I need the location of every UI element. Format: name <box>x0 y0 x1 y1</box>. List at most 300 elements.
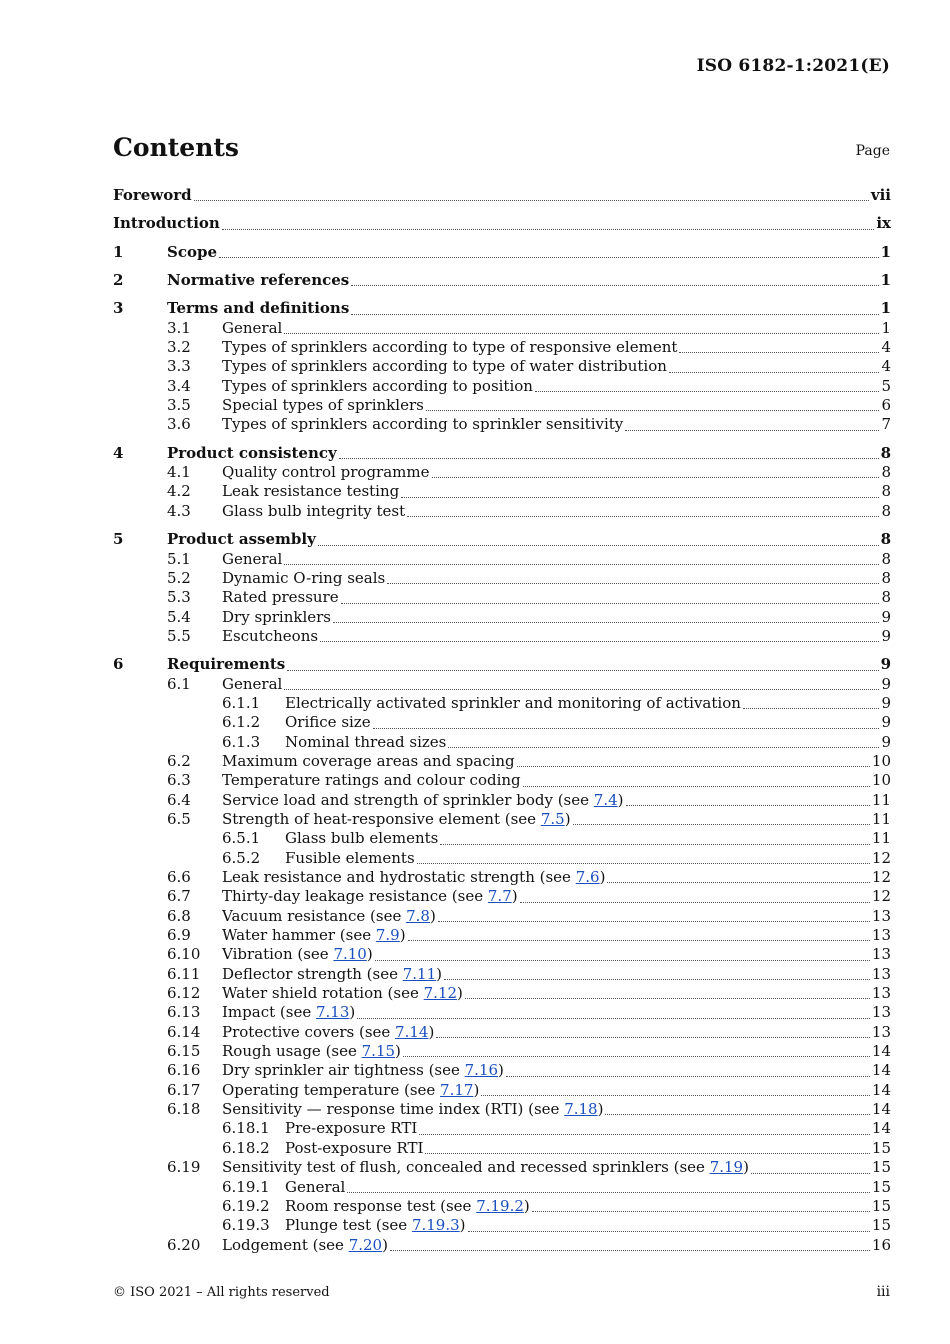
dot-leader <box>532 1211 870 1212</box>
toc-entry-title-text: Glass bulb integrity test <box>222 501 406 520</box>
toc-entry-page: 12 <box>871 868 891 886</box>
toc-entry-title-text: Water hammer (see <box>222 926 376 945</box>
toc-entry-page: 8 <box>881 568 891 587</box>
toc-entry-page: 1 <box>880 299 891 318</box>
toc-entry-title <box>222 463 430 482</box>
toc-entry[interactable] <box>113 810 891 829</box>
toc-entry-page: 8 <box>881 463 891 482</box>
toc-entry[interactable] <box>113 965 891 984</box>
toc-entry-number: 3.2 <box>167 338 191 357</box>
dot-leader <box>440 844 870 845</box>
toc-entry-page: 8 <box>881 482 891 501</box>
toc-entry-number: 6.20 <box>167 1235 201 1254</box>
toc-entry-title-text: Service load and strength of sprinkler body (see <box>222 790 594 809</box>
toc-entry-title-text: Types of sprinklers according to sprinkler sensitivity <box>222 415 624 434</box>
toc-entry[interactable] <box>113 502 891 521</box>
toc-entry-number: 4.2 <box>167 482 191 501</box>
toc-entry-number: 6.15 <box>167 1042 201 1061</box>
toc-entry-title-suffix: ) <box>599 868 606 886</box>
toc-entry[interactable] <box>113 627 891 646</box>
toc-entry-title <box>222 1081 479 1100</box>
toc-entry[interactable] <box>113 444 891 463</box>
toc-entry[interactable] <box>113 1216 891 1235</box>
toc-entry[interactable] <box>113 868 891 887</box>
toc-entry[interactable] <box>113 482 891 501</box>
toc-entry-page: 9 <box>881 626 891 645</box>
toc-entry[interactable] <box>113 1100 891 1119</box>
footer-page-number: iii <box>876 1284 890 1300</box>
toc-entry-page: 8 <box>881 549 891 568</box>
toc-entry-number: 3 <box>113 299 124 318</box>
toc-entry-number: 2 <box>113 271 124 290</box>
toc-entry-title <box>113 186 192 205</box>
toc-entry-title <box>222 675 282 694</box>
toc-entry[interactable] <box>113 675 891 694</box>
toc-entry[interactable] <box>113 186 891 205</box>
toc-entry-page: 13 <box>871 906 891 925</box>
toc-entry-number: 6.8 <box>167 906 191 925</box>
toc-entry-number: 3.6 <box>167 415 191 434</box>
toc-entry-number: 6.2 <box>167 751 191 770</box>
toc-entry[interactable] <box>113 299 891 318</box>
toc-entry-title-text: Temperature ratings and colour coding <box>222 771 521 790</box>
dot-leader <box>465 998 870 999</box>
toc-entry[interactable] <box>113 1061 891 1080</box>
toc-entry-page: 11 <box>871 809 891 828</box>
toc-entry[interactable] <box>113 733 891 752</box>
toc-entry-page: 1 <box>880 271 891 290</box>
toc-entry-title <box>222 1236 388 1255</box>
toc-entry-title <box>222 752 515 771</box>
toc-entry-page: 13 <box>871 984 891 1003</box>
toc-entry-page: 1 <box>880 242 891 261</box>
toc-entry-title <box>222 1003 355 1022</box>
toc-entry-title-text: Sensitivity — response time index (RTI) (see <box>222 1100 565 1119</box>
toc-entry[interactable] <box>113 588 891 607</box>
toc-entry-title <box>222 868 605 887</box>
toc-entry-title <box>285 713 371 732</box>
toc-entry[interactable] <box>113 271 891 290</box>
toc-entry-page: 7 <box>881 415 891 434</box>
dot-leader <box>481 1095 870 1096</box>
toc-entry-page: 8 <box>881 501 891 520</box>
toc-entry[interactable] <box>113 396 891 415</box>
toc-entry-page: 11 <box>871 790 891 809</box>
toc-entry-title-text: Fusible elements <box>285 848 415 867</box>
toc-entry-number: 6.19.3 <box>222 1216 270 1235</box>
toc-entry-title-text: Rough usage (see <box>222 1042 362 1061</box>
toc-entry-page: 13 <box>871 964 891 983</box>
dot-leader <box>401 497 879 498</box>
dot-leader <box>425 1153 869 1154</box>
toc-entry-number: 6.13 <box>167 1003 201 1022</box>
dot-leader <box>448 747 879 748</box>
toc-entry-number: 6.12 <box>167 984 201 1003</box>
cross-reference-link[interactable]: 7.20 <box>348 1235 383 1254</box>
toc-entry-page: 15 <box>871 1216 891 1235</box>
toc-entry-page: 15 <box>871 1177 891 1196</box>
toc-entry-title-text: Thirty-day leakage resistance (see <box>222 887 488 906</box>
toc-entry-title-text: Glass bulb elements <box>285 829 439 848</box>
dot-leader <box>417 863 870 864</box>
dot-leader <box>357 1018 870 1019</box>
toc-entry-number: 3.1 <box>167 318 191 337</box>
toc-entry-title <box>222 887 518 906</box>
toc-entry-page: 8 <box>880 530 891 549</box>
toc-entry-number: 6.16 <box>167 1061 201 1080</box>
toc-entry-title <box>222 415 623 434</box>
toc-entry-title <box>167 655 285 674</box>
toc-entry-title-suffix: ) <box>498 1061 504 1080</box>
dot-leader <box>284 689 879 690</box>
dot-leader <box>339 458 879 459</box>
dot-leader <box>287 670 878 671</box>
toc-entry-number: 6.9 <box>167 926 191 945</box>
toc-entry-title <box>222 1023 434 1042</box>
dot-leader <box>743 708 880 709</box>
dot-leader <box>426 410 880 411</box>
toc-entry[interactable] <box>113 887 891 906</box>
toc-entry-title <box>222 984 463 1003</box>
toc-entry-title <box>222 945 373 964</box>
toc-entry-title-text: Maximum coverage areas and spacing <box>222 751 515 770</box>
toc-entry[interactable] <box>113 243 891 262</box>
toc-entry[interactable] <box>113 694 891 713</box>
toc-entry-page: 8 <box>881 588 891 607</box>
toc-entry-number: 5.5 <box>167 626 191 645</box>
toc-entry-page: 12 <box>871 848 891 867</box>
toc-entry-number: 6.14 <box>167 1022 201 1041</box>
toc-entry-title-text: Leak resistance testing <box>222 482 400 501</box>
toc-entry-title <box>222 791 624 810</box>
dot-leader <box>605 1114 869 1115</box>
toc-entry-page: 9 <box>880 655 891 674</box>
toc-entry-page: 12 <box>871 887 891 906</box>
toc-entry-title-text: Operating temperature (see <box>222 1080 441 1099</box>
toc-entry-title <box>222 1158 749 1177</box>
dot-leader <box>351 285 878 286</box>
toc-entry-number: 6.18.1 <box>222 1119 270 1138</box>
toc-entry-title-text: Electrically activated sprinkler and monitoring of activation <box>285 693 741 712</box>
toc-entry-title-suffix: ) <box>597 1100 604 1119</box>
cross-reference-link[interactable]: 7.11 <box>402 964 437 983</box>
toc-entry-title-suffix: ) <box>428 1022 435 1041</box>
toc-entry-number: 4.3 <box>167 501 191 520</box>
dot-leader <box>194 200 869 201</box>
toc-entry-title-text: Normative references <box>167 271 350 290</box>
toc-entry-number: 3.3 <box>167 357 191 376</box>
toc-entry-page: 15 <box>871 1196 891 1215</box>
toc-entry-page: 1 <box>881 318 891 337</box>
toc-entry-number: 6.11 <box>167 964 201 983</box>
dot-leader <box>517 766 870 767</box>
dot-leader <box>222 229 875 230</box>
toc-entry[interactable] <box>113 530 891 549</box>
dot-leader <box>626 805 870 806</box>
dot-leader <box>607 882 869 883</box>
dot-leader <box>373 728 880 729</box>
toc-entry[interactable] <box>113 1003 891 1022</box>
toc-entry-number: 5 <box>113 530 124 549</box>
cross-reference-link[interactable]: 7.16 <box>464 1061 499 1080</box>
cross-reference-link[interactable]: 7.13 <box>315 1003 350 1022</box>
toc-entry[interactable] <box>113 713 891 732</box>
toc-entry[interactable] <box>113 655 891 674</box>
toc-entry-title <box>222 396 424 415</box>
toc-entry-number: 4 <box>113 443 124 462</box>
toc-entry[interactable] <box>113 1197 891 1216</box>
toc-entry[interactable] <box>113 1081 891 1100</box>
toc-entry-title-text: Types of sprinklers according to type of water distribution <box>222 357 667 376</box>
toc-entry[interactable] <box>113 377 891 396</box>
toc-entry[interactable] <box>113 608 891 627</box>
toc-entry-page: 14 <box>871 1042 891 1061</box>
dot-leader <box>523 786 870 787</box>
toc-entry-title <box>285 1216 466 1235</box>
dot-leader <box>390 1250 870 1251</box>
toc-entry-number: 6.5.1 <box>222 829 261 848</box>
toc-entry-page: 15 <box>871 1158 891 1177</box>
toc-entry-title-text: Special types of sprinklers <box>222 396 424 415</box>
toc-entry[interactable] <box>113 791 891 810</box>
toc-entry[interactable] <box>113 926 891 945</box>
toc-entry-number: 3.5 <box>167 396 191 415</box>
toc-entry[interactable] <box>113 1139 891 1158</box>
toc-entry-title <box>222 588 339 607</box>
toc-entry-title-text: Nominal thread sizes <box>285 732 447 751</box>
toc-entry-title-text: Scope <box>167 242 218 261</box>
dot-leader <box>419 1134 870 1135</box>
toc-entry[interactable] <box>113 829 891 848</box>
toc-entry[interactable] <box>113 550 891 569</box>
toc-entry-title-text: Leak resistance and hydrostatic strength (see <box>222 868 576 886</box>
dot-leader <box>751 1173 870 1174</box>
toc-entry-page: 5 <box>881 376 891 395</box>
dot-leader <box>432 477 880 478</box>
toc-entry-number: 3.4 <box>167 376 191 395</box>
toc-entry-title-suffix: ) <box>617 790 624 809</box>
toc-entry-number: 6.3 <box>167 771 191 790</box>
toc-entry-number: 6.1 <box>167 674 191 693</box>
toc-entry-title-suffix: ) <box>457 984 463 1003</box>
cross-reference-link[interactable]: 7.17 <box>440 1080 474 1099</box>
toc-entry[interactable] <box>113 771 891 790</box>
toc-entry-title <box>285 1139 423 1158</box>
cross-reference-link[interactable]: 7.12 <box>423 984 458 1003</box>
toc-entry-page: 14 <box>871 1061 891 1080</box>
toc-entry-title <box>222 771 521 790</box>
toc-entry-number: 1 <box>113 242 124 261</box>
toc-entry-number: 6 <box>113 655 124 674</box>
toc-entry-title-text: Vacuum resistance (see <box>222 906 407 925</box>
toc-entry-number: 5.4 <box>167 607 191 626</box>
toc-entry-title-suffix: ) <box>511 887 518 906</box>
toc-entry-title <box>222 357 667 376</box>
toc-entry-page: 9 <box>881 713 891 732</box>
toc-entry-title-text: Dry sprinkler air tightness (see <box>222 1061 465 1080</box>
dot-leader <box>468 1231 870 1232</box>
toc-entry-page: 14 <box>871 1100 891 1119</box>
toc-entry-title-suffix: ) <box>429 906 436 925</box>
toc-entry-title <box>113 214 220 233</box>
cross-reference-link[interactable]: 7.19.3 <box>411 1216 460 1235</box>
dot-leader <box>506 1076 870 1077</box>
toc-entry-title <box>222 810 571 829</box>
toc-entry-title-suffix: ) <box>436 964 443 983</box>
toc-entry-title-suffix: ) <box>523 1196 530 1215</box>
toc-entry-title-suffix: ) <box>395 1042 401 1061</box>
dot-leader <box>520 902 870 903</box>
cross-reference-link[interactable]: 7.4 <box>593 790 618 809</box>
toc-entry-title-text: Water shield rotation (see <box>222 984 424 1003</box>
toc-entry-title <box>167 243 217 262</box>
toc-entry-page: 13 <box>871 1003 891 1022</box>
toc-entry-title-suffix: ) <box>382 1235 388 1254</box>
toc-entry[interactable] <box>113 1236 891 1255</box>
toc-entry-title <box>222 627 318 646</box>
toc-entry-title-text: Rated pressure <box>222 588 339 607</box>
toc-entry-title-suffix: ) <box>366 945 373 964</box>
toc-entry-page: 9 <box>881 674 891 693</box>
toc-entry-number: 6.10 <box>167 945 201 964</box>
dot-leader <box>320 641 879 642</box>
toc-entry-page: 9 <box>881 607 891 626</box>
toc-entry-page: 13 <box>871 926 891 945</box>
dot-leader <box>407 516 879 517</box>
cross-reference-link[interactable]: 7.14 <box>395 1022 429 1041</box>
dot-leader <box>341 603 880 604</box>
toc-entry-title-text: Orifice size <box>285 713 371 732</box>
toc-entry[interactable] <box>113 849 891 868</box>
dot-leader <box>219 257 879 258</box>
toc-entry-page: 16 <box>871 1235 891 1254</box>
toc-entry-page: 6 <box>881 396 891 415</box>
footer-copyright: © ISO 2021 – All rights reserved <box>113 1285 330 1300</box>
toc-entry-title-text: Sensitivity test of flush, concealed and recessed sprinklers (see <box>222 1158 710 1177</box>
toc-entry-title-text: Escutcheons <box>222 626 319 645</box>
toc-entry-page: 13 <box>871 1022 891 1041</box>
toc-entry-title <box>222 569 385 588</box>
toc-entry-page: 9 <box>881 732 891 751</box>
toc-entry-title <box>167 444 337 463</box>
toc-entry-page: 13 <box>871 945 891 964</box>
toc-entry[interactable] <box>113 1178 891 1197</box>
cross-reference-link[interactable]: 7.6 <box>575 868 600 886</box>
toc-entry-number: 6.7 <box>167 887 191 906</box>
toc-entry-number: 6.5 <box>167 809 191 828</box>
toc-entry[interactable] <box>113 907 891 926</box>
cross-reference-link[interactable]: 7.18 <box>564 1100 598 1119</box>
cross-reference-link[interactable]: 7.19 <box>709 1158 744 1177</box>
toc-entry[interactable] <box>113 1158 891 1177</box>
cross-reference-link[interactable]: 7.8 <box>406 906 430 925</box>
toc-entry-number: 6.17 <box>167 1080 201 1099</box>
toc-entry-page: 9 <box>881 693 891 712</box>
dot-leader <box>375 960 870 961</box>
toc-entry-title-suffix: ) <box>459 1216 466 1235</box>
cross-reference-link[interactable]: 7.10 <box>333 945 367 964</box>
toc-entry-title-text: Protective covers (see <box>222 1022 396 1041</box>
dot-leader <box>625 430 879 431</box>
dot-leader <box>351 314 878 315</box>
toc-entry-title-text: General <box>222 318 283 337</box>
toc-entry-title-text: Types of sprinklers according to type of responsive element <box>222 338 678 357</box>
toc-entry-title-text: Deflector strength (see <box>222 964 403 983</box>
dot-leader <box>403 1056 870 1057</box>
toc-entry-number: 5.2 <box>167 568 191 587</box>
toc-entry-number: 6.6 <box>167 868 191 886</box>
toc-entry-title <box>285 829 438 848</box>
cross-reference-link[interactable]: 7.15 <box>361 1042 396 1061</box>
dot-leader <box>333 622 879 623</box>
toc-entry-title-suffix: ) <box>399 926 406 945</box>
toc-entry-title <box>285 1178 345 1197</box>
toc-entry-title <box>222 907 436 926</box>
toc-entry-title <box>167 530 316 549</box>
cross-reference-link[interactable]: 7.5 <box>540 809 565 828</box>
toc-entry[interactable] <box>113 319 891 338</box>
toc-entry-number: 6.19 <box>167 1158 201 1177</box>
toc-entry[interactable] <box>113 1023 891 1042</box>
cross-reference-link[interactable]: 7.19.2 <box>476 1196 524 1215</box>
cross-reference-link[interactable]: 7.7 <box>487 887 512 906</box>
cross-reference-link[interactable]: 7.9 <box>375 926 400 945</box>
toc-entry-number: 6.1.2 <box>222 713 261 732</box>
toc-entry-page: 14 <box>871 1080 891 1099</box>
toc-entry[interactable] <box>113 415 891 434</box>
toc-entry[interactable] <box>113 214 891 233</box>
toc-entry[interactable] <box>113 1042 891 1061</box>
toc-entry-title-text: Product consistency <box>167 443 337 462</box>
toc-entry-title-text: General <box>222 549 283 568</box>
toc-entry-number: 6.18.2 <box>222 1138 270 1157</box>
toc-entry-page: 10 <box>871 751 891 770</box>
toc-entry-number: 6.19.1 <box>222 1177 270 1196</box>
toc-entry-title-text: Dry sprinklers <box>222 607 331 626</box>
toc-entry-title <box>222 965 442 984</box>
toc-entry-title <box>222 608 331 627</box>
toc-entry-title-text: Plunge test (see <box>285 1216 412 1235</box>
dot-leader <box>679 352 879 353</box>
toc-entry[interactable] <box>113 984 891 1003</box>
toc-entry[interactable] <box>113 357 891 376</box>
toc-entry-title-suffix: ) <box>564 809 571 828</box>
toc-entry-title <box>222 482 399 501</box>
toc-entry[interactable] <box>113 463 891 482</box>
toc-entry-title <box>222 1042 401 1061</box>
toc-entry-title-text: Impact (see <box>222 1003 316 1022</box>
toc-entry-page: 15 <box>871 1138 891 1157</box>
dot-leader <box>573 824 870 825</box>
toc-entry-title-text: Pre-exposure RTI <box>285 1119 418 1138</box>
toc-entry[interactable] <box>113 338 891 357</box>
toc-entry[interactable] <box>113 752 891 771</box>
toc-entry-title <box>285 733 446 752</box>
toc-entry-title-text: General <box>222 674 283 693</box>
toc-entry[interactable] <box>113 945 891 964</box>
toc-entry-title <box>222 377 533 396</box>
toc-entry-title-text: Requirements <box>167 655 286 674</box>
toc-entry-title-text: Foreword <box>113 186 192 204</box>
dot-leader <box>408 940 870 941</box>
toc-entry-title-suffix: ) <box>743 1158 749 1177</box>
table-of-contents <box>113 186 891 1255</box>
dot-leader <box>318 545 879 546</box>
toc-entry[interactable] <box>113 1119 891 1138</box>
toc-entry-title <box>222 502 405 521</box>
toc-entry[interactable] <box>113 569 891 588</box>
toc-entry-number: 4.1 <box>167 463 191 482</box>
